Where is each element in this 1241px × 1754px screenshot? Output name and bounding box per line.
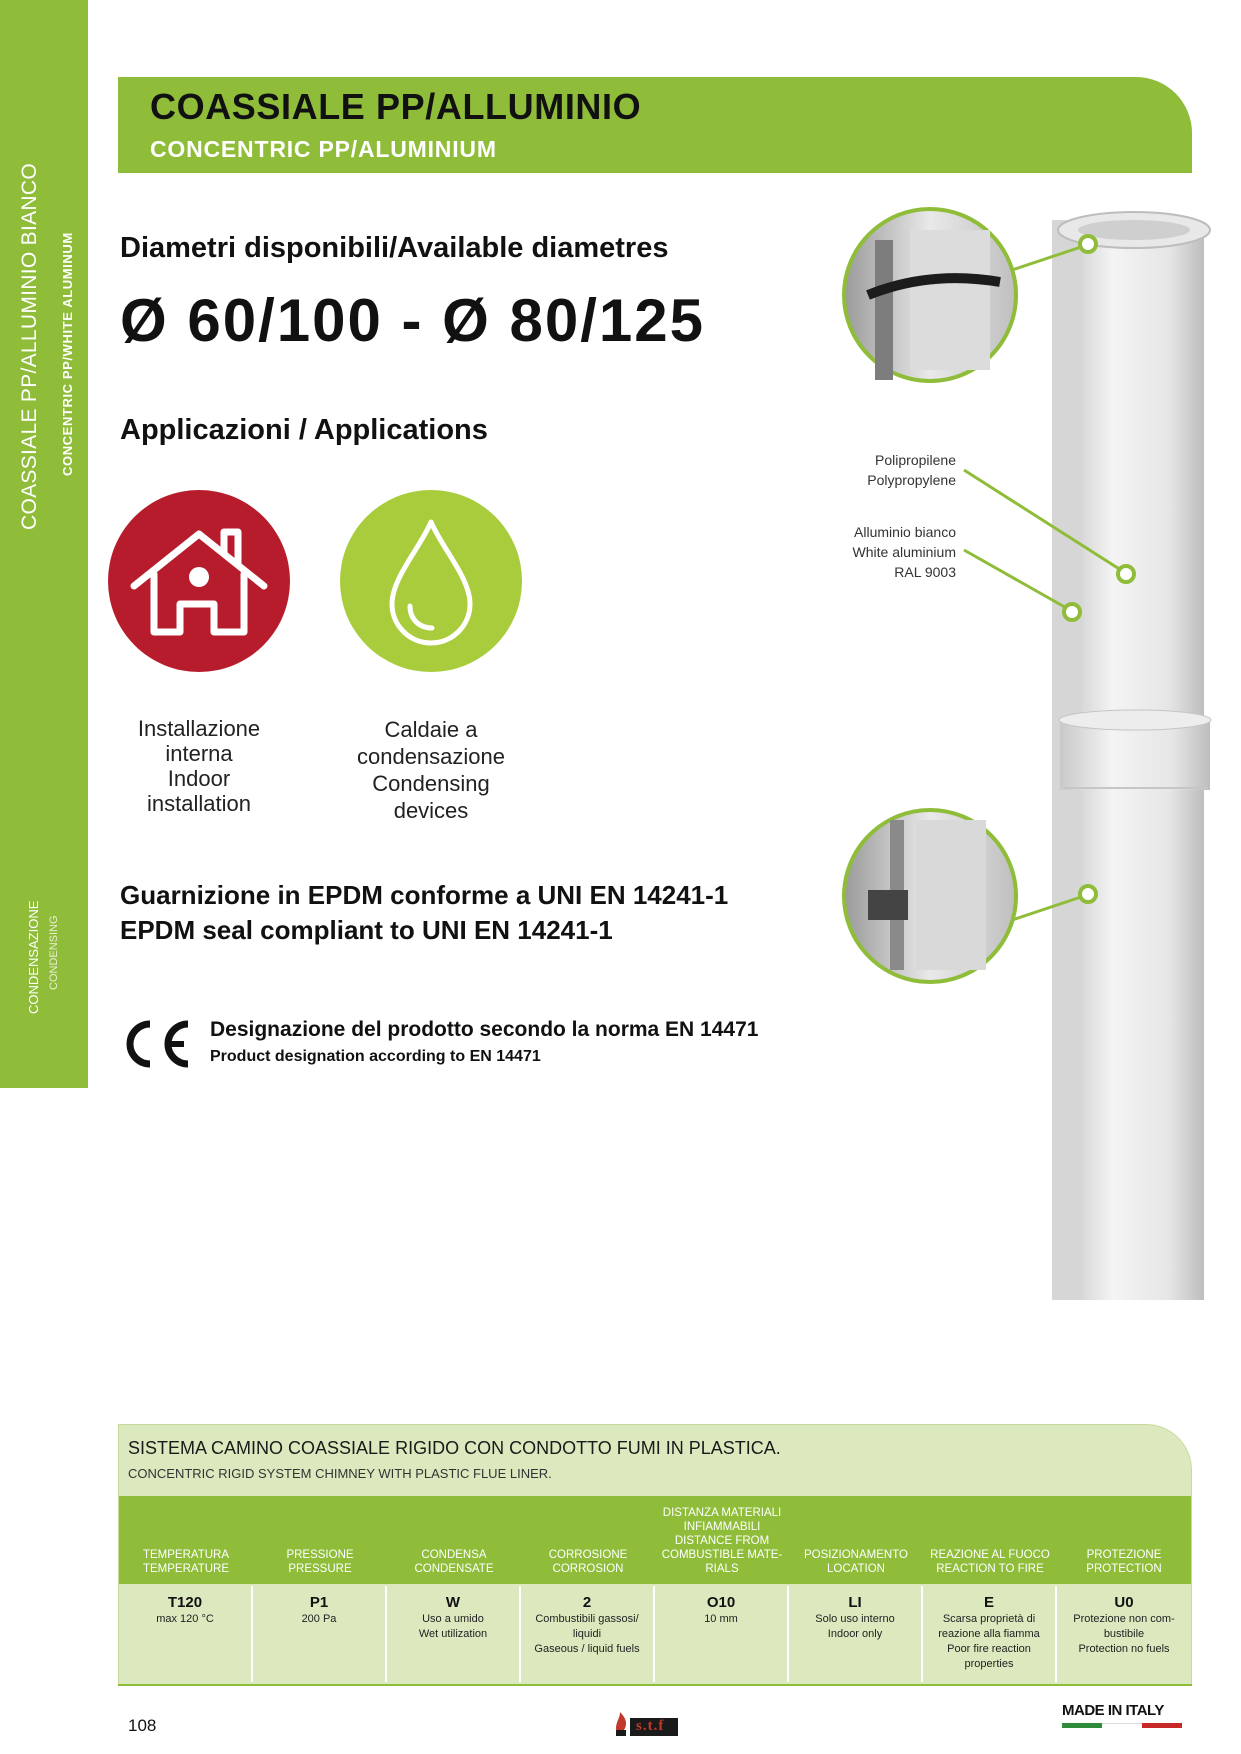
ce-designation: Designazione del prodotto secondo la norma EN 14471 xyxy=(210,1018,759,1041)
made-in-italy-label: MADE IN ITALY xyxy=(1062,1702,1164,1719)
diameters-label: Diametri disponibili/Available diametres xyxy=(120,232,669,264)
spec-cell-pressure: P1 200 Pa xyxy=(253,1586,387,1682)
spec-table-subtitle: CONCENTRIC RIGID SYSTEM CHIMNEY WITH PLASTIC FLUE LINER. xyxy=(128,1466,552,1481)
spec-cell-fire-reaction: E Scarsa proprietà di reazione alla fiamma Poor fire reaction properties xyxy=(923,1586,1057,1682)
diameters-value: Ø 60/100 - Ø 80/125 xyxy=(120,287,706,354)
col-header-temperature: TEMPERATURA TEMPERATURE xyxy=(142,1549,230,1575)
col-header-fire-reaction: REAZIONE AL FUOCO REACTION TO FIRE xyxy=(930,1549,1050,1575)
spec-cell-location: LI Solo uso interno Indoor only xyxy=(789,1586,923,1682)
spec-cell-condensate: W Uso a umido Wet utilization xyxy=(387,1586,521,1682)
col-header-pressure: PRESSIONE PRESSURE xyxy=(286,1549,354,1575)
seal-compliance: Guarnizione in EPDM conforme a UNI EN 14241-1 EPDM seal compliant to UNI EN 14241-1 xyxy=(120,880,729,945)
water-drop-icon xyxy=(340,490,522,672)
ce-mark-icon xyxy=(118,1018,192,1074)
sidebar-title: COASSIALE PP/ALLUMINIO BIANCO xyxy=(18,163,41,530)
page-subtitle: CONCENTRIC PP/ALUMINIUM xyxy=(150,136,497,162)
condensing-devices-label: Caldaie a condensazione Condensing devices xyxy=(356,717,505,823)
spec-table-title: SISTEMA CAMINO COASSIALE RIGIDO CON CONDOTTO FUMI IN PLASTICA. xyxy=(128,1438,781,1458)
col-header-condensate: CONDENSA CONDENSATE xyxy=(414,1549,494,1575)
ce-designation-en: Product designation according to EN 14471 xyxy=(210,1048,541,1065)
spec-cell-protection: U0 Protezione non com- bustibile Protection no fuels xyxy=(1057,1586,1191,1682)
page-title: COASSIALE PP/ALLUMINIO xyxy=(150,86,642,127)
condensing-application-badge xyxy=(340,490,522,672)
white-aluminium-label: Alluminio bianco White aluminium RAL 9003 xyxy=(852,524,956,580)
sidebar-subtitle: CONCENTRIC PP/WHITE ALUMINUM xyxy=(60,232,75,476)
col-header-protection: PROTEZIONE PROTECTION xyxy=(1086,1549,1162,1575)
col-header-corrosion: CORROSIONE CORROSION xyxy=(548,1549,628,1575)
italian-flag-icon xyxy=(1062,1723,1182,1728)
side-tab xyxy=(0,0,88,1088)
spec-cell-distance: O10 10 mm xyxy=(655,1586,789,1682)
col-header-location: POSIZIONAMENTO LOCATION xyxy=(804,1549,908,1575)
spec-cell-corrosion: 2 Combustibili gassosi/ liquidi Gaseous / liquid fuels xyxy=(521,1586,655,1682)
brand-logo-text: s.t.f xyxy=(636,1718,665,1734)
spec-cell-temperature: T120 max 120 °C xyxy=(119,1586,253,1682)
polypropylene-label: Polipropilene Polypropylene xyxy=(867,452,956,488)
spec-table-header xyxy=(119,1496,1191,1584)
col-header-distance: DISTANZA MATERIALI INFIAMMABILI DISTANCE FROM COMBUSTIBLE MATE- RIALS xyxy=(661,1507,783,1575)
sidebar-category: CONDENSAZIONE xyxy=(26,900,41,1014)
spec-table-bottom-rule xyxy=(118,1684,1192,1686)
brand-logo xyxy=(612,1708,682,1738)
indoor-application-badge xyxy=(108,490,290,672)
page-number: 108 xyxy=(128,1716,157,1735)
pipe-illustration xyxy=(820,200,1230,1330)
indoor-installation-label: Installazione interna Indoor installation xyxy=(137,716,261,816)
sidebar-category-en: CONDENSING xyxy=(48,915,60,990)
applications-heading: Applicazioni / Applications xyxy=(120,414,488,446)
house-icon xyxy=(108,490,290,672)
